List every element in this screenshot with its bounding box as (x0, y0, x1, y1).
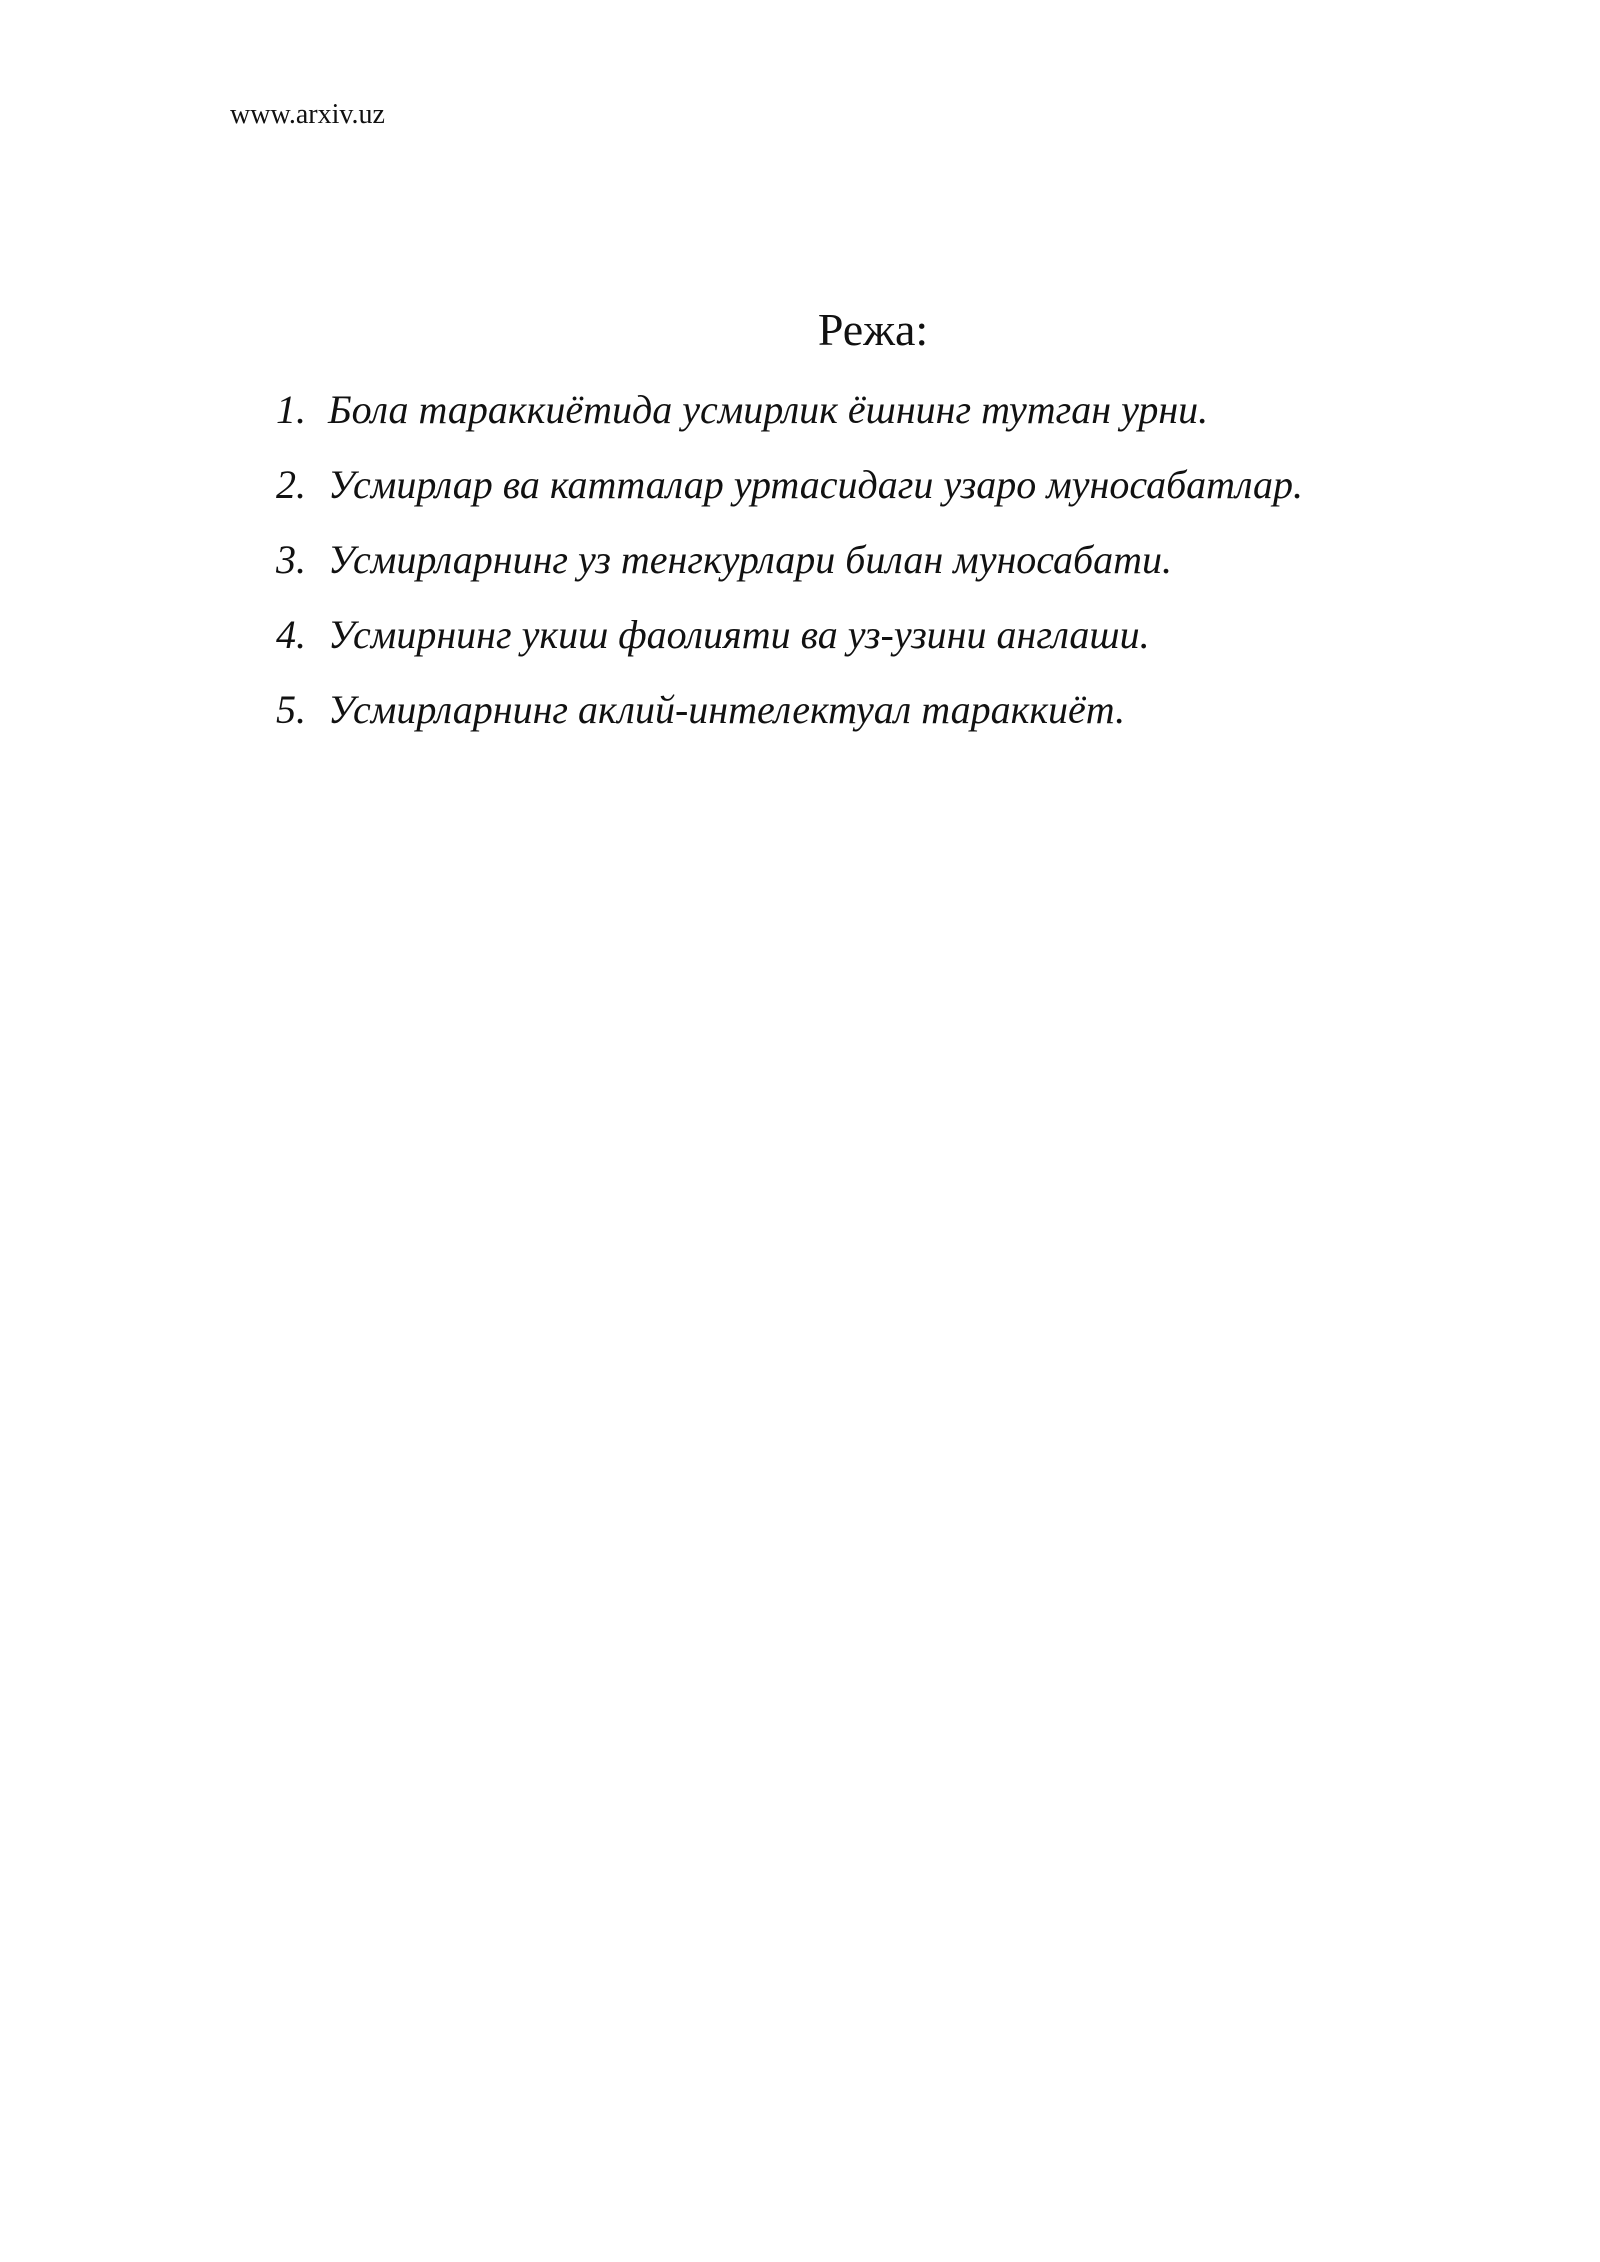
list-item (276, 460, 1303, 535)
list-item-number: 4. (276, 612, 306, 657)
header-url: www.arxiv.uz (230, 99, 385, 130)
plan-list (276, 385, 1303, 760)
list-item-number: 5. (276, 687, 306, 732)
list-item-number: 3. (276, 537, 306, 582)
plan-title: Режа: (817, 304, 929, 355)
list-item-text: Усмирнинг укиш фаолияти ва уз-узини англаши. (328, 612, 1150, 657)
list-item-number: 2. (276, 462, 306, 507)
list-item (276, 685, 1303, 760)
list-item-text: Усмирларнинг уз тенгкурлари билан муносабати. (328, 537, 1173, 582)
list-item (276, 535, 1303, 610)
list-item-text: Усмирларнинг аклий-интелектуал тараккиёт. (328, 687, 1126, 732)
list-item (276, 385, 1303, 460)
list-item-text: Бола тараккиётида усмирлик ёшнинг тутган урни. (328, 387, 1209, 432)
list-item (276, 610, 1303, 685)
list-item-text: Усмирлар ва катталар уртасидаги узаро муносабатлар. (328, 462, 1303, 507)
list-item-number: 1. (276, 387, 306, 432)
